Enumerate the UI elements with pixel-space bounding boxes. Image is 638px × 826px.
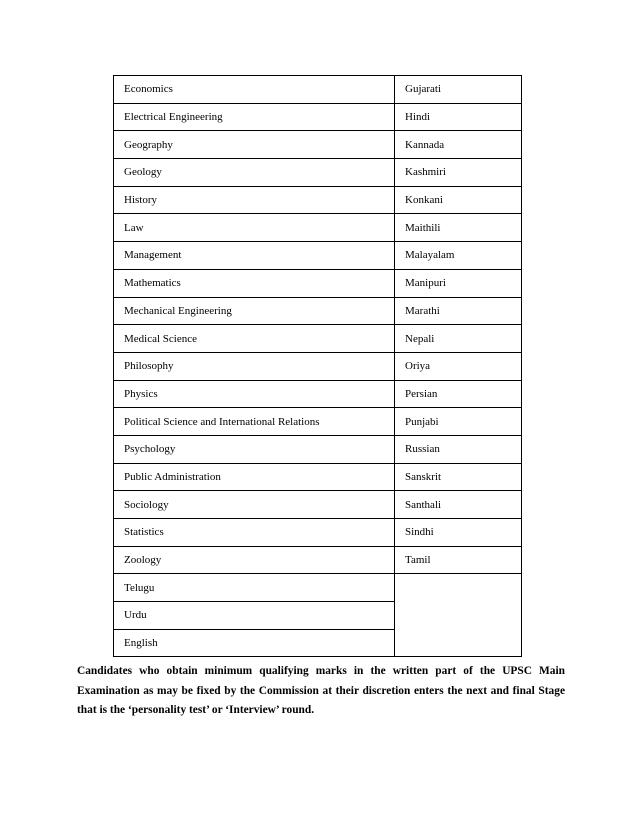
optional-subject-cell: Public Administration <box>114 463 395 491</box>
table-row <box>114 242 522 270</box>
optional-subject-cell: Statistics <box>114 519 395 547</box>
table-row <box>114 297 522 325</box>
table-row <box>114 325 522 353</box>
optional-subject-cell: Geography <box>114 131 395 159</box>
optional-subject-cell: Telugu <box>114 574 395 602</box>
optional-subject-cell: Law <box>114 214 395 242</box>
optional-subject-cell: Psychology <box>114 435 395 463</box>
optional-subject-cell: Urdu <box>114 602 395 630</box>
table-row <box>114 76 522 104</box>
optional-subject-cell: Zoology <box>114 546 395 574</box>
optional-subject-cell: Mechanical Engineering <box>114 297 395 325</box>
language-cell: Gujarati <box>395 76 522 104</box>
optional-subject-cell: Medical Science <box>114 325 395 353</box>
table-row <box>114 103 522 131</box>
language-cell: Sanskrit <box>395 463 522 491</box>
optional-subject-cell: Political Science and International Relations <box>114 408 395 436</box>
language-cell: Russian <box>395 435 522 463</box>
table-row <box>114 463 522 491</box>
optional-subject-cell: Sociology <box>114 491 395 519</box>
language-cell: Kannada <box>395 131 522 159</box>
optional-subject-cell: Mathematics <box>114 269 395 297</box>
table-row <box>114 352 522 380</box>
table-row <box>114 574 522 602</box>
language-cell: Hindi <box>395 103 522 131</box>
optional-subject-cell: Electrical Engineering <box>114 103 395 131</box>
language-cell: Punjabi <box>395 408 522 436</box>
table-row <box>114 519 522 547</box>
table-row <box>114 491 522 519</box>
language-cell: Santhali <box>395 491 522 519</box>
language-cell: Tamil <box>395 546 522 574</box>
body-paragraph: Candidates who obtain minimum qualifying marks in the written part of the UPSC Main Examination as may be fixed by the Commission at their discretion enters the next and final Stage that is the ‘personality test’ or ‘Interview’ round. <box>77 665 565 716</box>
table-row <box>114 186 522 214</box>
language-cell: Marathi <box>395 297 522 325</box>
language-cell: Konkani <box>395 186 522 214</box>
optional-subject-cell: English <box>114 629 395 657</box>
optional-subject-cell: Geology <box>114 159 395 187</box>
language-cell: Sindhi <box>395 519 522 547</box>
language-cell: Malayalam <box>395 242 522 270</box>
table-row <box>114 131 522 159</box>
optional-subject-cell: Economics <box>114 76 395 104</box>
optional-subject-cell: Physics <box>114 380 395 408</box>
language-cell: Oriya <box>395 352 522 380</box>
optional-subject-cell: History <box>114 186 395 214</box>
subjects-table <box>113 75 522 657</box>
optional-subject-cell: Philosophy <box>114 352 395 380</box>
table-row <box>114 380 522 408</box>
empty-merged-cell <box>395 574 522 657</box>
table-row <box>114 214 522 242</box>
table-row <box>114 435 522 463</box>
table-row <box>114 269 522 297</box>
subjects-table-body <box>114 76 522 657</box>
language-cell: Maithili <box>395 214 522 242</box>
table-row <box>114 159 522 187</box>
table-row <box>114 546 522 574</box>
language-cell: Persian <box>395 380 522 408</box>
optional-subject-cell: Management <box>114 242 395 270</box>
language-cell: Manipuri <box>395 269 522 297</box>
language-cell: Kashmiri <box>395 159 522 187</box>
table-row <box>114 408 522 436</box>
language-cell: Nepali <box>395 325 522 353</box>
